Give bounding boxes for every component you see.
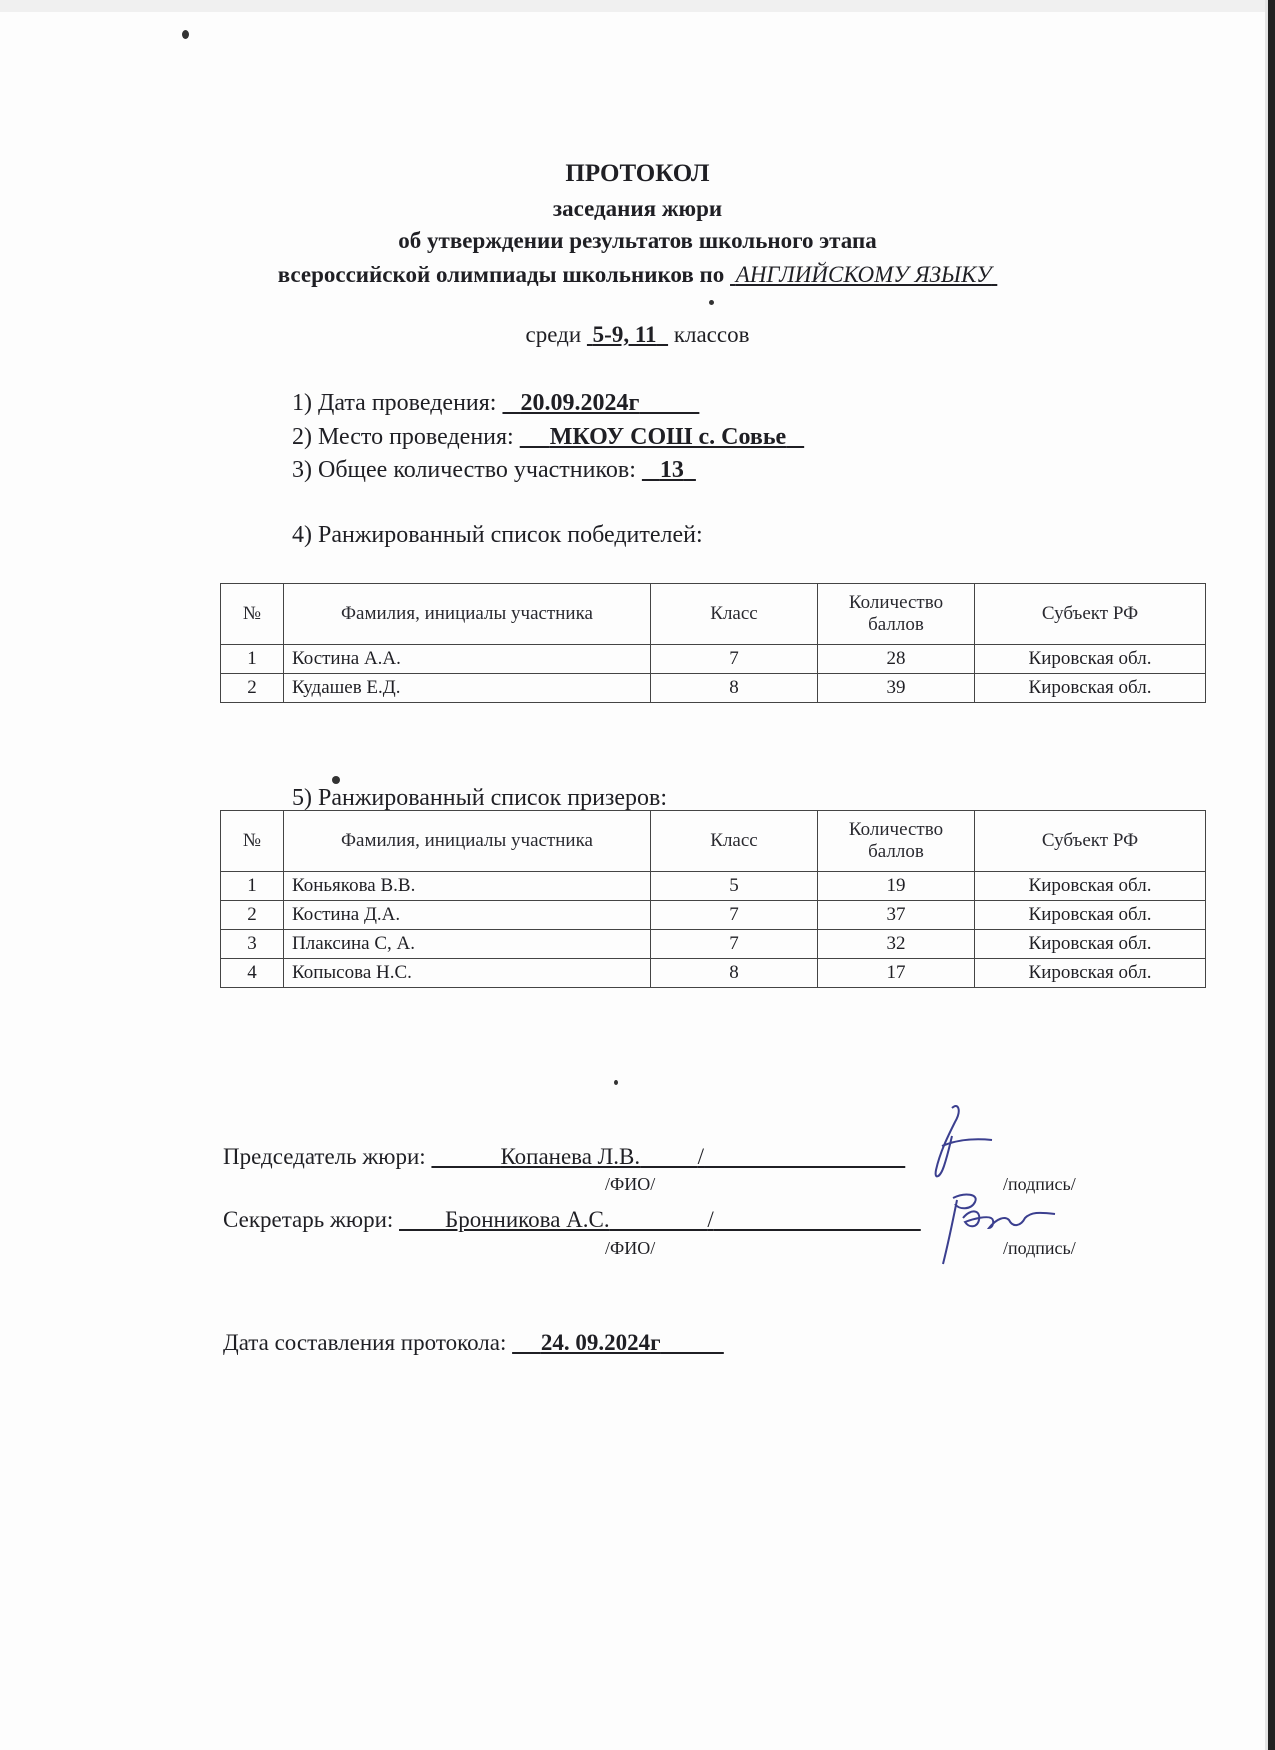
cell-grade: 8 (651, 959, 818, 988)
secretary-signature-image (935, 1188, 1065, 1268)
cell-name: Коньякова В.В. (284, 872, 651, 901)
scan-speck (709, 300, 714, 305)
protocol-date-line (223, 1330, 724, 1356)
secretary-name-field (399, 1207, 921, 1232)
cell-score: 19 (818, 872, 975, 901)
document-subtitle-subject (0, 262, 1275, 288)
secretary-line (223, 1207, 921, 1233)
scan-edge-top (0, 0, 1275, 12)
chair-label: Председатель жюри: (223, 1144, 426, 1169)
cell-name: Кудашев Е.Д. (284, 674, 651, 703)
event-place (292, 424, 804, 451)
cell-region: Кировская обл. (975, 645, 1206, 674)
cell-grade: 7 (651, 930, 818, 959)
column-header: Субъект РФ (975, 811, 1206, 872)
cell-region: Кировская обл. (975, 674, 1206, 703)
cell-name: Костина Д.А. (284, 901, 651, 930)
cell-name: Костина А.А. (284, 645, 651, 674)
column-header: Класс (651, 584, 818, 645)
winners-heading: 4) Ранжированный список победителей: (292, 522, 703, 548)
cell-score: 39 (818, 674, 975, 703)
protocol-date-value: 24. 09.2024г (540, 1330, 661, 1355)
fio-caption: /ФИО/ (605, 1238, 656, 1258)
column-header: Количество баллов (818, 811, 975, 872)
cell-region: Кировская обл. (975, 959, 1206, 988)
classes-line (0, 322, 1275, 348)
column-header: № (221, 584, 284, 645)
scan-speck (614, 1080, 618, 1085)
cell-grade: 7 (651, 645, 818, 674)
table-row (221, 674, 1206, 703)
table-row (221, 959, 1206, 988)
separator-slash: / (697, 1144, 705, 1169)
event-date-value: 20.09.2024г (520, 390, 640, 416)
secretary-label: Секретарь жюри: (223, 1207, 394, 1232)
protocol-date-label: Дата составления протокола: (223, 1330, 507, 1355)
document-subtitle: заседания жюри (552, 196, 723, 221)
table-row (221, 930, 1206, 959)
participant-count (292, 457, 696, 484)
cell-num: 2 (221, 901, 284, 930)
signature-caption: /подпись/ (1003, 1174, 1076, 1194)
classes-value: 5-9, 11 (592, 322, 657, 347)
cell-num: 3 (221, 930, 284, 959)
cell-num: 2 (221, 674, 284, 703)
event-place-label: 2) Место проведения: (292, 424, 514, 450)
chair-name-field (431, 1144, 905, 1169)
classes-prefix: среди (525, 322, 582, 347)
cell-name: Плаксина С, А. (284, 930, 651, 959)
chair-name: Копанева Л.В. (500, 1144, 641, 1169)
winners-table (220, 583, 1206, 703)
prizewinners-table (220, 810, 1206, 988)
table-row (221, 645, 1206, 674)
table-row (221, 872, 1206, 901)
participant-count-value: 13 (659, 457, 684, 483)
cell-grade: 7 (651, 901, 818, 930)
scan-speck (332, 776, 340, 784)
cell-region: Кировская обл. (975, 901, 1206, 930)
fio-caption: /ФИО/ (605, 1174, 656, 1194)
subject-prefix: всероссийской олимпиады школьников по (277, 262, 725, 287)
document-title: ПРОТОКОЛ (565, 160, 710, 187)
participant-count-label: 3) Общее количество участников: (292, 457, 636, 483)
column-header: Количество баллов (818, 584, 975, 645)
cell-score: 17 (818, 959, 975, 988)
cell-num: 1 (221, 872, 284, 901)
subject-value: АНГЛИЙСКОМУ ЯЗЫКУ (735, 262, 992, 287)
cell-score: 28 (818, 645, 975, 674)
cell-grade: 8 (651, 674, 818, 703)
table-header-row (221, 811, 1206, 872)
column-header: Фамилия, инициалы участника (284, 811, 651, 872)
cell-name: Копысова Н.С. (284, 959, 651, 988)
signature-caption: /подпись/ (1003, 1238, 1076, 1258)
event-date-label: 1) Дата проведения: (292, 390, 497, 416)
event-date (292, 390, 699, 417)
scan-speck (182, 30, 189, 39)
classes-suffix: классов (673, 322, 750, 347)
column-header: № (221, 811, 284, 872)
column-header: Класс (651, 811, 818, 872)
event-place-value: МКОУ СОШ с. Совье (549, 424, 787, 450)
prizewinners-heading: 5) Ранжированный список призеров: (292, 785, 668, 811)
cell-grade: 5 (651, 872, 818, 901)
chair-signature-image (900, 1100, 1010, 1190)
separator-slash: / (707, 1207, 714, 1232)
cell-score: 37 (818, 901, 975, 930)
cell-region: Кировская обл. (975, 930, 1206, 959)
table-row (221, 901, 1206, 930)
chair-line (223, 1144, 905, 1170)
cell-num: 1 (221, 645, 284, 674)
column-header: Субъект РФ (975, 584, 1206, 645)
column-header: Фамилия, инициалы участника (284, 584, 651, 645)
document-subtitle: об утверждении результатов школьного этапа (398, 228, 877, 253)
table-header-row (221, 584, 1206, 645)
secretary-name: Бронникова А.С. (445, 1207, 610, 1232)
cell-score: 32 (818, 930, 975, 959)
cell-num: 4 (221, 959, 284, 988)
cell-region: Кировская обл. (975, 872, 1206, 901)
